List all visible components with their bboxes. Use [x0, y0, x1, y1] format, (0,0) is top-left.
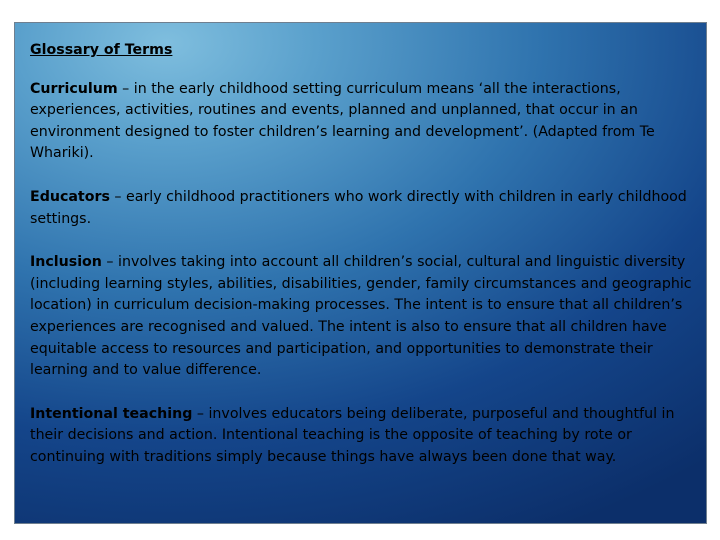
glossary-term: Inclusion [30, 254, 102, 271]
glossary-term: Educators [30, 188, 110, 205]
glossary-title: Glossary of Terms [30, 42, 173, 58]
glossary-definition: – involves taking into account all children’s social, cultural and linguistic diversity (including learning styles, abilities, disabilities, gender, family circumstances and geographic location) in curriculum decision-making processes. The intent is to ensure that all children’s experiences are recognised and valued. The intent is also to ensure that all children have equitable access to resources and participation, and opportunities to demonstrate their learning and to value difference. [30, 254, 692, 379]
glossary-entry-educators [30, 187, 698, 230]
glossary-entry-intentional-teaching [30, 404, 698, 469]
glossary-definition: – involves educators being deliberate, purposeful and thoughtful in their decisions and action. Intentional teaching is the opposite of teaching by rote or continuing with traditions simply because things have always been done that way. [30, 405, 675, 465]
glossary-entry-inclusion [30, 252, 698, 382]
slide-content [30, 40, 698, 491]
slide [14, 22, 707, 524]
glossary-definition: – in the early childhood setting curriculum means ‘all the interactions, experiences, activities, routines and events, planned and unplanned, that occur in an environment designed to foster children’s learning and development’. (Adapted from Te Whariki). [30, 80, 655, 162]
glossary-entry-curriculum [30, 79, 698, 165]
glossary-definition: – early childhood practitioners who work directly with children in early childhood settings. [30, 188, 687, 227]
glossary-term: Intentional teaching [30, 405, 193, 422]
glossary-term: Curriculum [30, 80, 118, 97]
